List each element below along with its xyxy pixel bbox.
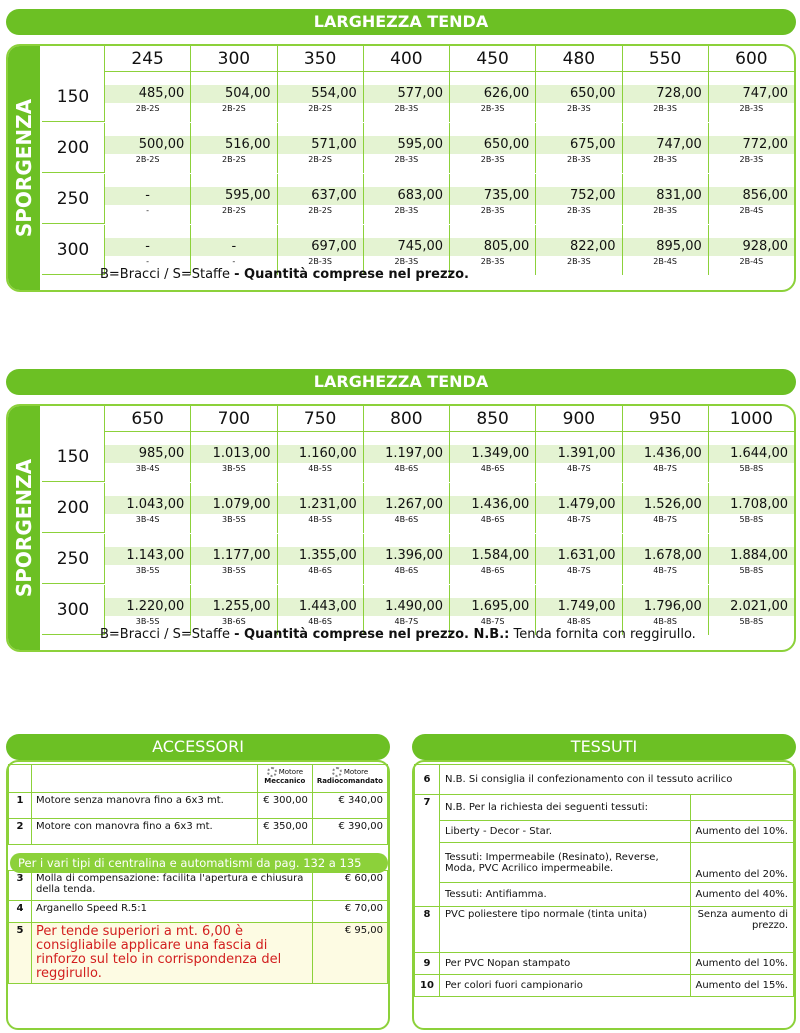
width-header: 480: [535, 46, 621, 72]
projection-row: [42, 174, 794, 225]
gear-icon: [267, 767, 277, 777]
bracket-code: 2B-2S: [222, 155, 246, 164]
price-cell: [449, 123, 535, 173]
price-cell: [104, 123, 190, 173]
bracket-code: 4B-7S: [653, 464, 677, 473]
projection-row: [42, 483, 794, 534]
price-cell: [277, 174, 363, 224]
price-value: 747,00: [623, 136, 708, 154]
price-value: 1.160,00: [278, 445, 363, 463]
price-value: 1.349,00: [450, 445, 535, 463]
bracket-code: 4B-6S: [480, 464, 505, 473]
projection-row: [42, 534, 794, 585]
projection-label: 150: [42, 72, 104, 122]
price-value: 675,00: [536, 136, 621, 154]
bracket-code: 2B-3S: [394, 206, 419, 215]
bracket-code: 2B-3S: [567, 155, 591, 164]
width-header: 350: [277, 46, 363, 72]
price-cell: [363, 432, 449, 482]
price-value: 1.526,00: [623, 496, 708, 514]
price-value: 1.708,00: [709, 496, 794, 514]
price-cell: [104, 72, 190, 122]
width-header-row: [42, 406, 794, 432]
bracket-code: 3B-4S: [135, 464, 160, 473]
bracket-code: 4B-6S: [308, 566, 332, 575]
price-cell: [535, 174, 621, 224]
price-value: 1.013,00: [191, 445, 276, 463]
bracket-code: 2B-2S: [135, 155, 160, 164]
price-cell: [708, 483, 794, 533]
price-cell: [449, 72, 535, 122]
price-value: 747,00: [709, 85, 794, 103]
bracket-code: -: [146, 206, 150, 215]
price-value: 1.355,00: [278, 547, 363, 565]
price-cell: [449, 534, 535, 584]
tessuti-title: TESSUTI: [412, 734, 796, 760]
price-cell: [363, 123, 449, 173]
price-cell: [190, 483, 276, 533]
price-value: 1.177,00: [191, 547, 276, 565]
projection-label: 250: [42, 174, 104, 224]
bracket-code: 2B-2S: [308, 155, 332, 164]
price-cell: [449, 432, 535, 482]
projection-label: 250: [42, 534, 104, 584]
price-value: 1.220,00: [105, 598, 190, 616]
price-value: 1.436,00: [623, 445, 708, 463]
price-value: 1.644,00: [709, 445, 794, 463]
price-table-1: [6, 44, 796, 292]
price-cell: [277, 483, 363, 533]
bracket-code: -: [146, 257, 150, 266]
width-header: 750: [277, 406, 363, 432]
price-value: 626,00: [450, 85, 535, 103]
bracket-code: 2B-3S: [480, 155, 505, 164]
bracket-code: 4B-7S: [567, 515, 591, 524]
bracket-code: 2B-2S: [222, 104, 246, 113]
price-value: 728,00: [623, 85, 708, 103]
width-header: 400: [363, 46, 449, 72]
price-cell: [622, 225, 708, 275]
price-cell: [708, 585, 794, 635]
bracket-code: 3B-5S: [135, 617, 160, 626]
width-header: 800: [363, 406, 449, 432]
price-value: 985,00: [105, 445, 190, 463]
bracket-code: 4B-8S: [567, 617, 591, 626]
price-value: 1.391,00: [536, 445, 621, 463]
price-value: 772,00: [709, 136, 794, 154]
price-cell: [708, 123, 794, 173]
bracket-code: 3B-4S: [135, 515, 160, 524]
price-value: 504,00: [191, 85, 276, 103]
price-cell: [535, 534, 621, 584]
projection-label: 300: [42, 585, 104, 635]
price-value: 895,00: [623, 238, 708, 256]
price-value: 697,00: [278, 238, 363, 256]
bracket-code: 4B-7S: [480, 617, 505, 626]
projection-label: 200: [42, 123, 104, 173]
width-header: 300: [190, 46, 276, 72]
price-value: 1.678,00: [623, 547, 708, 565]
price-cell: [363, 483, 449, 533]
width-header: 600: [708, 46, 794, 72]
price-value: -: [105, 238, 190, 256]
tessuti-row-7b: Tessuti: Impermeabile (Resinato), Reverse, Moda, PVC Acrilico impermeabile. Aumento del 20%.: [415, 843, 794, 883]
bracket-code: 2B-3S: [653, 104, 677, 113]
price-cell: [190, 174, 276, 224]
price-value: 650,00: [536, 85, 621, 103]
price-cell: [708, 72, 794, 122]
width-header: 450: [449, 46, 535, 72]
bracket-code: 4B-7S: [567, 566, 591, 575]
price-cell: [708, 174, 794, 224]
bracket-code: 2B-3S: [567, 257, 591, 266]
table2-title: LARGHEZZA TENDA: [6, 369, 796, 395]
accessori-row-5: 5 Per tende superiori a mt. 6,00 è consigliabile applicare una fascia di rinforzo sul telo in corrispondenza del reggirullo. € 95,00: [9, 923, 388, 984]
bracket-code: 5B-8S: [739, 464, 764, 473]
price-cell: [449, 174, 535, 224]
bracket-code: 3B-5S: [222, 464, 246, 473]
bracket-code: 4B-6S: [394, 566, 419, 575]
price-cell: [535, 483, 621, 533]
bracket-code: 2B-3S: [394, 257, 419, 266]
bracket-code: 4B-5S: [308, 515, 332, 524]
table2-footnote: B=Bracci / S=Staffe - Quantità comprese nel prezzo. N.B.: Tenda fornita con reggirullo.: [100, 627, 696, 642]
price-cell: [277, 123, 363, 173]
bracket-code: 2B-3S: [394, 155, 419, 164]
gear-icon: [332, 767, 342, 777]
price-cell: [449, 483, 535, 533]
bracket-code: 3B-5S: [135, 566, 160, 575]
price-value: 485,00: [105, 85, 190, 103]
tessuti-row-8: 8 PVC poliestere tipo normale (tinta unita) Senza aumento di prezzo.: [415, 907, 794, 953]
price-value: 805,00: [450, 238, 535, 256]
price-value: 752,00: [536, 187, 621, 205]
price-cell: [190, 123, 276, 173]
bracket-code: 2B-3S: [739, 104, 764, 113]
price-value: 554,00: [278, 85, 363, 103]
bracket-code: 2B-4S: [739, 206, 764, 215]
price-value: 571,00: [278, 136, 363, 154]
projection-row: [42, 123, 794, 174]
price-cell: [622, 123, 708, 173]
bracket-code: 2B-3S: [653, 155, 677, 164]
price-value: 595,00: [364, 136, 449, 154]
price-cell: [708, 225, 794, 275]
price-cell: [190, 72, 276, 122]
bracket-code: 2B-4S: [739, 257, 764, 266]
price-cell: [190, 432, 276, 482]
bracket-code: 2B-3S: [308, 257, 332, 266]
price-value: 1.436,00: [450, 496, 535, 514]
price-value: 1.796,00: [623, 598, 708, 616]
price-value: 1.143,00: [105, 547, 190, 565]
price-cell: [708, 534, 794, 584]
tessuti-row-10: 10 Per colori fuori campionario Aumento del 15%.: [415, 975, 794, 997]
price-value: 1.079,00: [191, 496, 276, 514]
bracket-code: 4B-5S: [308, 464, 332, 473]
tessuti-row-6: 6 N.B. Si consiglia il confezionamento con il tessuto acrilico: [415, 765, 794, 795]
price-cell: [277, 432, 363, 482]
tessuti-row-7-intro: 7 N.B. Per la richiesta dei seguenti tessuti:: [415, 795, 794, 821]
width-header: 550: [622, 46, 708, 72]
col-motor-meccanico: Motore Meccanico: [257, 765, 312, 793]
bracket-code: 2B-3S: [480, 206, 505, 215]
price-value: 1.267,00: [364, 496, 449, 514]
tessuti-row-9: 9 Per PVC Nopan stampato Aumento del 10%.: [415, 953, 794, 975]
price-value: 1.197,00: [364, 445, 449, 463]
price-value: 745,00: [364, 238, 449, 256]
width-header: 850: [449, 406, 535, 432]
price-value: 1.479,00: [536, 496, 621, 514]
bracket-code: 2B-3S: [567, 104, 591, 113]
price-cell: [104, 432, 190, 482]
price-cell: [363, 534, 449, 584]
accessori-title: ACCESSORI: [6, 734, 390, 760]
width-header: 650: [104, 406, 190, 432]
bracket-code: 4B-6S: [394, 515, 419, 524]
projection-label: 200: [42, 483, 104, 533]
price-cell: [622, 432, 708, 482]
price-cell: [363, 72, 449, 122]
price-value: 1.584,00: [450, 547, 535, 565]
bracket-code: 3B-6S: [222, 617, 246, 626]
bracket-code: 4B-6S: [394, 464, 419, 473]
price-value: 577,00: [364, 85, 449, 103]
bracket-code: -: [232, 257, 236, 266]
bracket-code: 2B-3S: [480, 104, 505, 113]
accessori-row-2: 2 Motore con manovra fino a 6x3 mt. € 350,00 € 390,00: [9, 819, 388, 845]
table2-side-label: SPORGENZA: [8, 406, 40, 650]
tessuti-row-7a: Liberty - Decor - Star. Aumento del 10%.: [415, 821, 794, 843]
price-value: 1.749,00: [536, 598, 621, 616]
accessori-row-3: 3 Molla di compensazione: facilita l'apertura e chiusura della tenda. € 60,00: [9, 871, 388, 901]
price-value: 2.021,00: [709, 598, 794, 616]
projection-row: [42, 72, 794, 123]
price-value: 500,00: [105, 136, 190, 154]
bracket-code: 4B-7S: [653, 566, 677, 575]
price-value: 1.231,00: [278, 496, 363, 514]
bracket-code: 4B-6S: [480, 566, 505, 575]
price-cell: [104, 534, 190, 584]
bracket-code: 3B-5S: [222, 515, 246, 524]
price-cell: [277, 534, 363, 584]
bracket-code: 4B-6S: [308, 617, 332, 626]
price-value: 928,00: [709, 238, 794, 256]
col-motor-radiocomandato: Motore Radiocomandato: [312, 765, 387, 793]
price-cell: [622, 534, 708, 584]
bracket-code: 2B-3S: [653, 206, 677, 215]
price-value: 683,00: [364, 187, 449, 205]
bracket-code: 2B-2S: [135, 104, 160, 113]
bracket-code: 3B-5S: [222, 566, 246, 575]
width-header: 245: [104, 46, 190, 72]
projection-row: [42, 432, 794, 483]
price-value: 637,00: [278, 187, 363, 205]
bracket-code: 5B-8S: [739, 566, 764, 575]
bracket-code: 4B-7S: [394, 617, 419, 626]
price-value: 595,00: [191, 187, 276, 205]
price-cell: [277, 72, 363, 122]
projection-label: 150: [42, 432, 104, 482]
price-value: -: [191, 238, 276, 256]
price-cell: [104, 483, 190, 533]
price-value: 1.043,00: [105, 496, 190, 514]
price-cell: [622, 72, 708, 122]
price-value: 1.255,00: [191, 598, 276, 616]
bracket-code: 2B-3S: [739, 155, 764, 164]
price-value: 822,00: [536, 238, 621, 256]
table1-footnote: B=Bracci / S=Staffe - Quantità comprese nel prezzo.: [100, 267, 469, 282]
bracket-code: 2B-3S: [567, 206, 591, 215]
price-cell: [535, 72, 621, 122]
accessori-row-4: 4 Arganello Speed R.5:1 € 70,00: [9, 901, 388, 923]
price-value: 1.443,00: [278, 598, 363, 616]
bracket-code: 4B-7S: [653, 515, 677, 524]
price-cell: [708, 432, 794, 482]
price-value: 516,00: [191, 136, 276, 154]
price-value: -: [105, 187, 190, 205]
tessuti-table: [414, 764, 794, 997]
price-value: 1.396,00: [364, 547, 449, 565]
price-value: 650,00: [450, 136, 535, 154]
price-cell: [190, 534, 276, 584]
bracket-code: 5B-8S: [739, 515, 764, 524]
price-cell: [535, 123, 621, 173]
table2-grid: [42, 406, 794, 636]
bracket-code: 2B-3S: [394, 104, 419, 113]
price-value: 1.884,00: [709, 547, 794, 565]
price-value: 856,00: [709, 187, 794, 205]
price-value: 1.490,00: [364, 598, 449, 616]
price-cell: [535, 225, 621, 275]
price-cell: [622, 483, 708, 533]
centralina-note: Per i vari tipi di centralina e automatismi da pag. 132 a 135: [10, 853, 388, 873]
price-value: 831,00: [623, 187, 708, 205]
bracket-code: 2B-2S: [308, 104, 332, 113]
width-header: 1000: [708, 406, 794, 432]
price-cell: [104, 174, 190, 224]
price-value: 1.631,00: [536, 547, 621, 565]
bracket-code: 4B-7S: [567, 464, 591, 473]
table1-grid: [42, 46, 794, 276]
bracket-code: 2B-2S: [308, 206, 332, 215]
price-value: 735,00: [450, 187, 535, 205]
bracket-code: 5B-8S: [739, 617, 764, 626]
table1-title: LARGHEZZA TENDA: [6, 9, 796, 35]
bracket-code: 2B-2S: [222, 206, 246, 215]
bracket-code: 4B-8S: [653, 617, 677, 626]
width-header-row: [42, 46, 794, 72]
width-header: 950: [622, 406, 708, 432]
projection-label: 300: [42, 225, 104, 275]
table1-side-label: SPORGENZA: [8, 46, 40, 290]
tessuti-row-7c: Tessuti: Antifiamma. Aumento del 40%.: [415, 883, 794, 907]
price-value: 1.695,00: [450, 598, 535, 616]
width-header: 700: [190, 406, 276, 432]
price-cell: [535, 432, 621, 482]
price-table-2: [6, 404, 796, 652]
bracket-code: 2B-3S: [480, 257, 505, 266]
accessori-table: [8, 764, 388, 984]
accessori-row-1: 1 Motore senza manovra fino a 6x3 mt. € 300,00 € 340,00: [9, 793, 388, 819]
bracket-code: 2B-4S: [653, 257, 677, 266]
width-header: 900: [535, 406, 621, 432]
bracket-code: 4B-6S: [480, 515, 505, 524]
price-cell: [363, 174, 449, 224]
price-cell: [622, 174, 708, 224]
